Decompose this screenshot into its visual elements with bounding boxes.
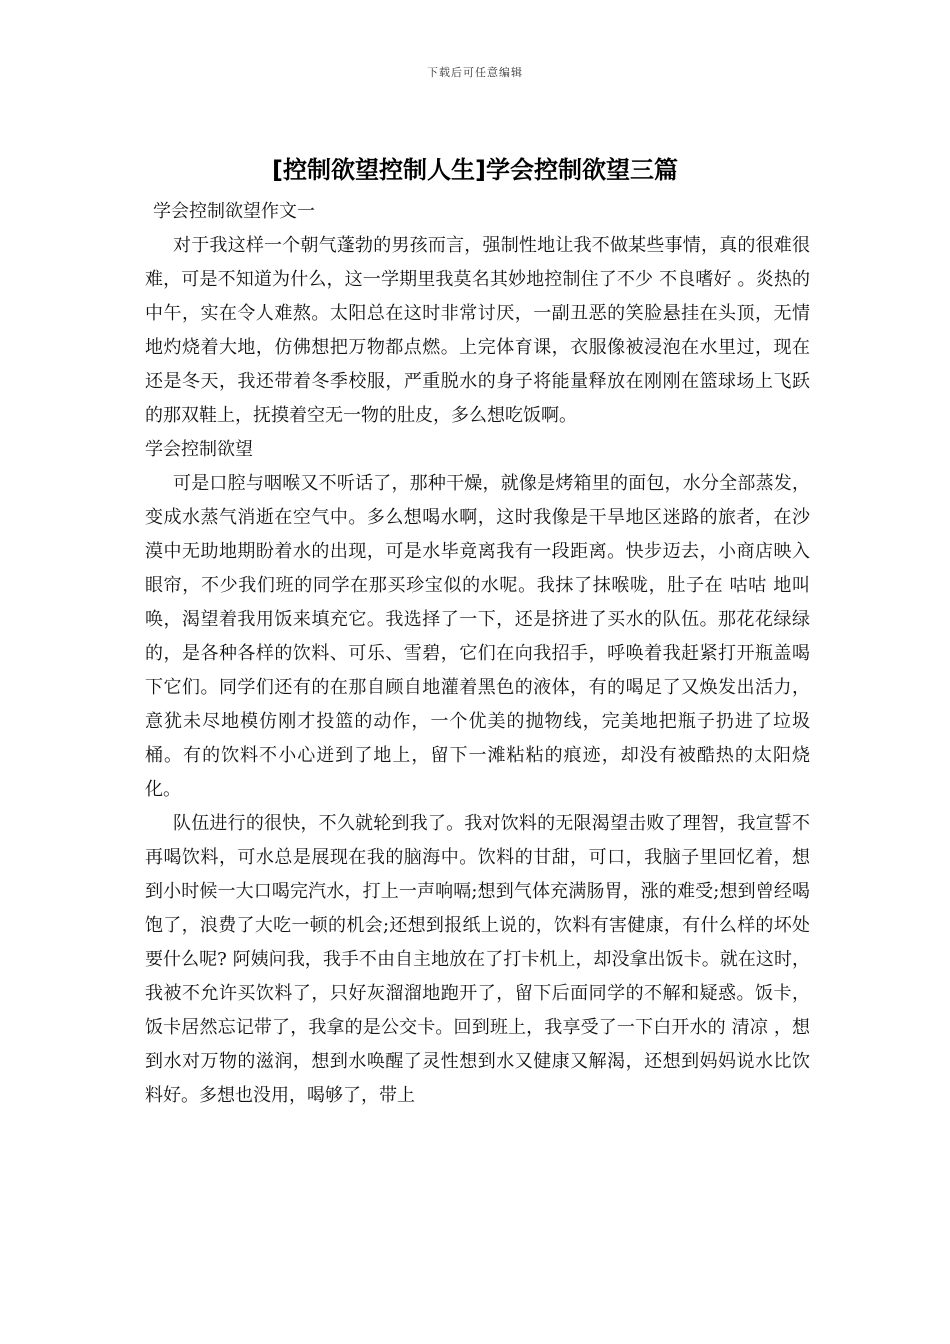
document-body [145,195,810,1113]
section-subheading: 学会控制欲望作文一 [153,201,315,222]
body-paragraph: 对于我这样一个朝气蓬勃的男孩而言，强制性地让我不做某些事情，真的很难很难，可是不知道为什么，这一学期里我莫名其妙地控制住了不少 不良嗜好 。炎热的中午，实在令人难熬。太阳总在这时非常讨厌，一副丑恶的笑脸悬挂在头顶，无情地灼烧着大地，仿佛想把万物都点燃。上完体育课，衣服像被浸泡在水里过，现在还是冬天，我还带着冬季校服，严重脱水的身子将能量释放在刚刚在篮球场上飞跃的那双鞋上，抚摸着空无一物的肚皮，多么想吃饭啊。 [145,235,810,426]
body-paragraph: 队伍进行的很快，不久就轮到我了。我对饮料的无限渴望击败了理智，我宣誓不再喝饮料，可水总是展现在我的脑海中。饮料的甘甜，可口，我脑子里回忆着，想到小时候一大口喝完汽水，打上一声响嗝;想到气体充满肠胃，涨的难受;想到曾经喝饱了，浪费了大吃一顿的机会;还想到报纸上说的，饮料有害健康，有什么样的坏处 要什么呢? 阿姨问我，我手不由自主地放在了打卡机上，却没拿出饭卡。就在这时，我被不允许买饮料了，只好灰溜溜地跑开了，留下后面同学的不解和疑惑。饭卡，饭卡居然忘记带了，我拿的是公交卡。回到班上，我享受了一下白开水的 清凉 ，想到水对万物的滋润，想到水唤醒了灵性想到水又健康又解渴，还想到妈妈说水比饮料好。多想也没用，喝够了，带上 [145,813,810,1106]
page-header-note: 下载后可任意编辑 [427,66,523,79]
section-subheading: 学会控制欲望 [145,439,253,460]
body-paragraph: 可是口腔与咽喉又不听话了，那种干燥，就像是烤箱里的面包，水分全部蒸发，变成水蒸气消逝在空气中。多么想喝水啊，这时我像是干旱地区迷路的旅者，在沙漠中无助地期盼着水的出现，可是水毕竟离我有一段距离。快步迈去，小商店映入眼帘，不少我们班的同学在那买珍宝似的水呢。我抹了抹喉咙，肚子在 咕咕 地叫唤，渴望着我用饭来填充它。我选择了一下，还是挤进了买水的队伍。那花花绿绿的，是各种各样的饮料、可乐、雪碧，它们在向我招手，呼唤着我赶紧打开瓶盖喝下它们。同学们还有的在那自顾自地灌着黑色的液体，有的喝足了又焕发出活力，意犹未尽地模仿刚才投篮的动作，一个优美的抛物线，完美地把瓶子扔进了垃圾桶。有的饮料不小心迸到了地上，留下一滩粘粘的痕迹，却没有被酷热的太阳烧化。 [145,473,810,800]
document-title: [控制欲望控制人生]学会控制欲望三篇 [272,156,678,184]
